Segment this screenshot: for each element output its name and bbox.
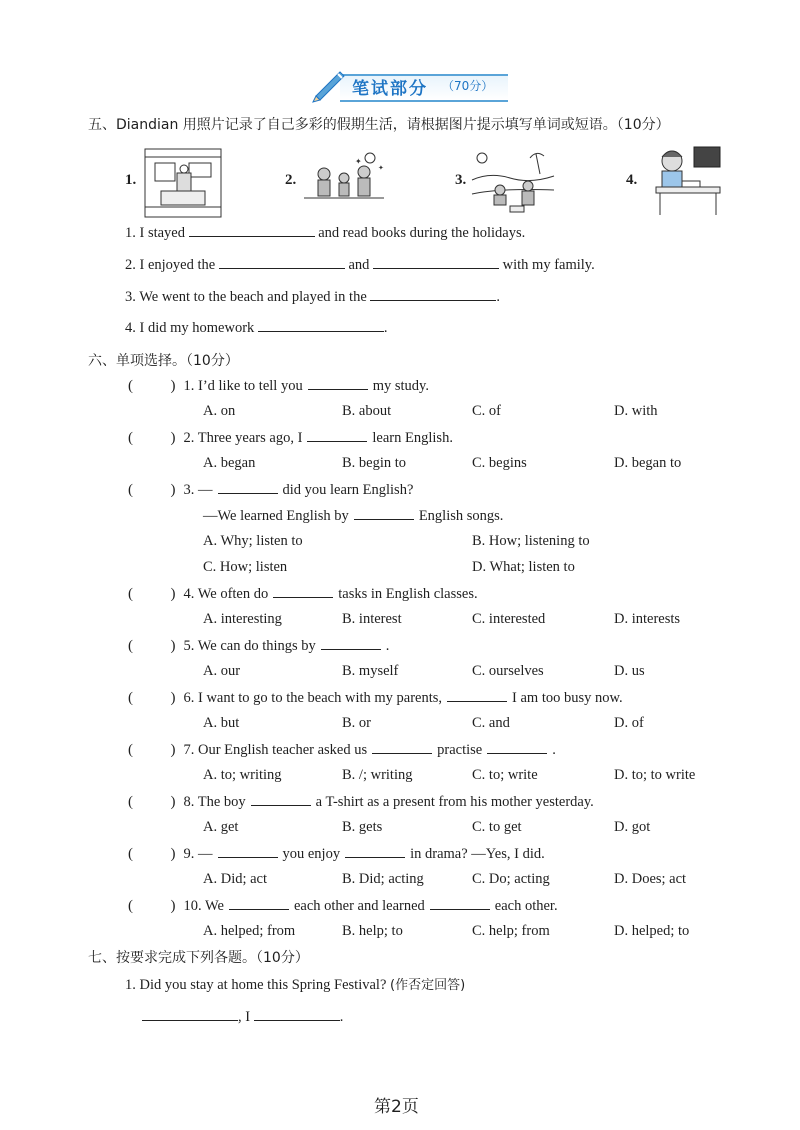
option-c[interactable]: C. ourselves — [472, 663, 544, 679]
question-text: in drama? —Yes, I did. — [410, 846, 545, 862]
option-c[interactable]: C. to; write — [472, 767, 538, 783]
question-text: my study. — [372, 378, 429, 394]
question-text: did you learn English? — [282, 482, 414, 498]
answer-blank[interactable] — [142, 1008, 238, 1021]
question-row — [128, 793, 594, 811]
page-number: 第2页 — [374, 1097, 419, 1117]
option-a[interactable]: A. on — [203, 403, 236, 419]
question-text: a T-shirt as a present from his mother yesterday. — [315, 794, 594, 810]
picture-number-4: 4. — [626, 172, 638, 188]
option-d[interactable]: D. of — [614, 715, 644, 731]
answer-blank[interactable] — [254, 1008, 340, 1021]
answer-paren[interactable]: ( ) — [128, 638, 176, 654]
option-a[interactable]: A. our — [203, 663, 241, 679]
option-c[interactable]: C. How; listen — [203, 559, 288, 575]
option-a[interactable]: A. helped; from — [203, 923, 296, 939]
answer-blank[interactable] — [447, 689, 507, 702]
option-b[interactable]: B. gets — [342, 819, 383, 835]
question-stem — [184, 690, 623, 706]
option-c[interactable]: C. interested — [472, 611, 546, 627]
option-d[interactable]: D. What; listen to — [472, 559, 575, 575]
option-d[interactable]: D. began to — [614, 455, 682, 471]
answer-blank[interactable] — [354, 507, 414, 520]
question-text: 7. Our English teacher asked us — [183, 742, 368, 758]
option-c[interactable]: C. begins — [472, 455, 527, 471]
question-stem — [184, 898, 558, 914]
option-a[interactable]: A. Did; act — [203, 871, 268, 887]
question-text: 2. Three years ago, I — [183, 430, 303, 446]
question-stem — [184, 378, 429, 394]
picture-number-2: 2. — [285, 172, 297, 188]
question-row — [128, 689, 623, 707]
answer-paren[interactable]: ( ) — [128, 742, 176, 758]
question-text: tasks in English classes. — [338, 586, 478, 602]
question-text: each other. — [494, 898, 558, 914]
option-d[interactable]: D. with — [614, 403, 658, 419]
question-line-2 — [203, 507, 503, 525]
question-stem — [184, 586, 478, 602]
fill-sentence-3 — [125, 288, 500, 306]
question-row — [128, 637, 389, 655]
header-title: 笔试部分 — [352, 79, 428, 99]
section-header — [310, 68, 506, 104]
question-text: practise — [437, 742, 483, 758]
pencil-icon — [310, 68, 350, 104]
option-b[interactable]: B. begin to — [342, 455, 407, 471]
answer-blank[interactable] — [219, 256, 345, 269]
answer-blank[interactable] — [189, 224, 315, 237]
question-stem — [184, 638, 390, 654]
question-text: . — [385, 638, 390, 654]
question-text: I am too busy now. — [512, 690, 623, 706]
question-row — [128, 741, 556, 759]
sentence-text: 1. I stayed — [125, 225, 185, 241]
question-row — [128, 585, 478, 603]
option-b[interactable]: B. /; writing — [342, 767, 413, 783]
option-b[interactable]: B. or — [342, 715, 371, 731]
section7-question-1 — [125, 974, 465, 994]
sentence-text: . — [496, 289, 501, 305]
sentence-text: with my family. — [502, 257, 595, 273]
section7-answer-line — [142, 1008, 343, 1026]
question-text: you enjoy — [282, 846, 341, 862]
answer-blank[interactable] — [321, 637, 381, 650]
sentence-text: and read books during the holidays. — [318, 225, 526, 241]
option-b[interactable]: B. interest — [342, 611, 402, 627]
section5-title: 五、Diandian 用照片记录了自己多彩的假期生活，请根据图片提示填写单词或短语。（10分） — [88, 117, 670, 133]
svg-text:✦: ✦ — [378, 164, 384, 172]
option-c[interactable]: C. and — [472, 715, 510, 731]
answer-blank[interactable] — [430, 897, 490, 910]
question-text: English songs. — [418, 508, 504, 524]
option-a[interactable]: A. interesting — [203, 611, 282, 627]
question-hint: (作否定回答) — [390, 978, 466, 993]
sentence-text: 2. I enjoyed the — [125, 257, 216, 273]
answer-paren[interactable]: ( ) — [128, 378, 176, 394]
answer-blank[interactable] — [308, 377, 368, 390]
question-text: 9. — — [183, 846, 213, 862]
answer-blank[interactable] — [373, 256, 499, 269]
family-night-sky-picture — [300, 150, 388, 208]
option-d[interactable]: D. Does; act — [614, 871, 687, 887]
house-interior-picture — [143, 143, 223, 221]
option-d[interactable]: D. helped; to — [614, 923, 690, 939]
option-b[interactable]: B. Did; acting — [342, 871, 424, 887]
question-row — [128, 429, 453, 447]
question-row — [128, 377, 429, 395]
answer-paren[interactable]: ( ) — [128, 898, 176, 914]
section7-title: 七、按要求完成下列各题。（10分） — [88, 950, 309, 966]
option-b[interactable]: B. How; listening to — [472, 533, 590, 549]
option-d[interactable]: D. interests — [614, 611, 681, 627]
sentence-text: 4. I did my homework — [125, 320, 255, 336]
answer-blank[interactable] — [345, 845, 405, 858]
svg-text:✦: ✦ — [355, 157, 362, 166]
answer-blank[interactable] — [229, 897, 289, 910]
answer-blank[interactable] — [218, 845, 278, 858]
question-text: 10. We — [183, 898, 224, 914]
question-text: 4. We often do — [183, 586, 269, 602]
question-text: each other and learned — [293, 898, 425, 914]
question-text: 8. The boy — [183, 794, 246, 810]
option-c[interactable]: C. of — [472, 403, 501, 419]
answer-blank[interactable] — [370, 288, 496, 301]
question-stem — [184, 742, 556, 758]
answer-paren[interactable]: ( ) — [128, 690, 176, 706]
fill-sentence-1 — [125, 224, 525, 242]
sentence-text: and — [348, 257, 370, 273]
answer-blank[interactable] — [307, 429, 367, 442]
option-b[interactable]: B. myself — [342, 663, 399, 679]
option-a[interactable]: A. get — [203, 819, 239, 835]
question-text: . — [552, 742, 556, 758]
answer-blank[interactable] — [273, 585, 333, 598]
answer-text: . — [339, 1009, 344, 1025]
question-text: 5. We can do things by — [183, 638, 316, 654]
picture-number-1: 1. — [125, 172, 137, 188]
option-d[interactable]: D. us — [614, 663, 645, 679]
question-stem — [184, 794, 594, 810]
question-text: 1. Did you stay at home this Spring Festival? — [125, 977, 387, 993]
option-c[interactable]: C. help; from — [472, 923, 550, 939]
section6-title: 六、单项选择。（10分） — [88, 353, 239, 369]
option-a[interactable]: A. Why; listen to — [203, 533, 303, 549]
answer-paren[interactable]: ( ) — [128, 846, 176, 862]
question-stem — [184, 430, 453, 446]
beach-picture — [470, 150, 556, 216]
option-b[interactable]: B. help; to — [342, 923, 403, 939]
option-c[interactable]: C. Do; acting — [472, 871, 550, 887]
question-text: 1. I’d like to tell you — [183, 378, 303, 394]
option-a[interactable]: A. began — [203, 455, 256, 471]
picture-number-3: 3. — [455, 172, 467, 188]
option-a[interactable]: A. to; writing — [203, 767, 282, 783]
header-score: （70分） — [442, 79, 494, 93]
sentence-text: 3. We went to the beach and played in the — [125, 289, 367, 305]
question-row — [128, 481, 413, 499]
option-d[interactable]: D. to; to write — [614, 767, 696, 783]
answer-blank[interactable] — [487, 741, 547, 754]
fill-sentence-4 — [125, 319, 388, 337]
sentence-text: . — [383, 320, 388, 336]
fill-sentence-2 — [125, 256, 595, 274]
question-stem — [184, 846, 545, 862]
answer-blank[interactable] — [372, 741, 432, 754]
answer-paren[interactable]: ( ) — [128, 586, 176, 602]
question-text: learn English. — [372, 430, 453, 446]
question-text: —We learned English by — [203, 508, 349, 524]
question-row — [128, 845, 545, 863]
answer-paren[interactable]: ( ) — [128, 482, 176, 498]
question-text: 6. I want to go to the beach with my parents, — [183, 690, 443, 706]
boy-at-desk-picture — [650, 143, 724, 217]
option-a[interactable]: A. but — [203, 715, 240, 731]
option-b[interactable]: B. about — [342, 403, 392, 419]
answer-blank[interactable] — [258, 319, 384, 332]
answer-paren[interactable]: ( ) — [128, 794, 176, 810]
answer-blank[interactable] — [251, 793, 311, 806]
option-d[interactable]: D. got — [614, 819, 651, 835]
question-text: 3. — — [183, 482, 213, 498]
answer-paren[interactable]: ( ) — [128, 430, 176, 446]
option-c[interactable]: C. to get — [472, 819, 522, 835]
question-stem — [184, 482, 414, 498]
answer-blank[interactable] — [218, 481, 278, 494]
question-row — [128, 897, 558, 915]
answer-text: , I — [238, 1009, 251, 1025]
